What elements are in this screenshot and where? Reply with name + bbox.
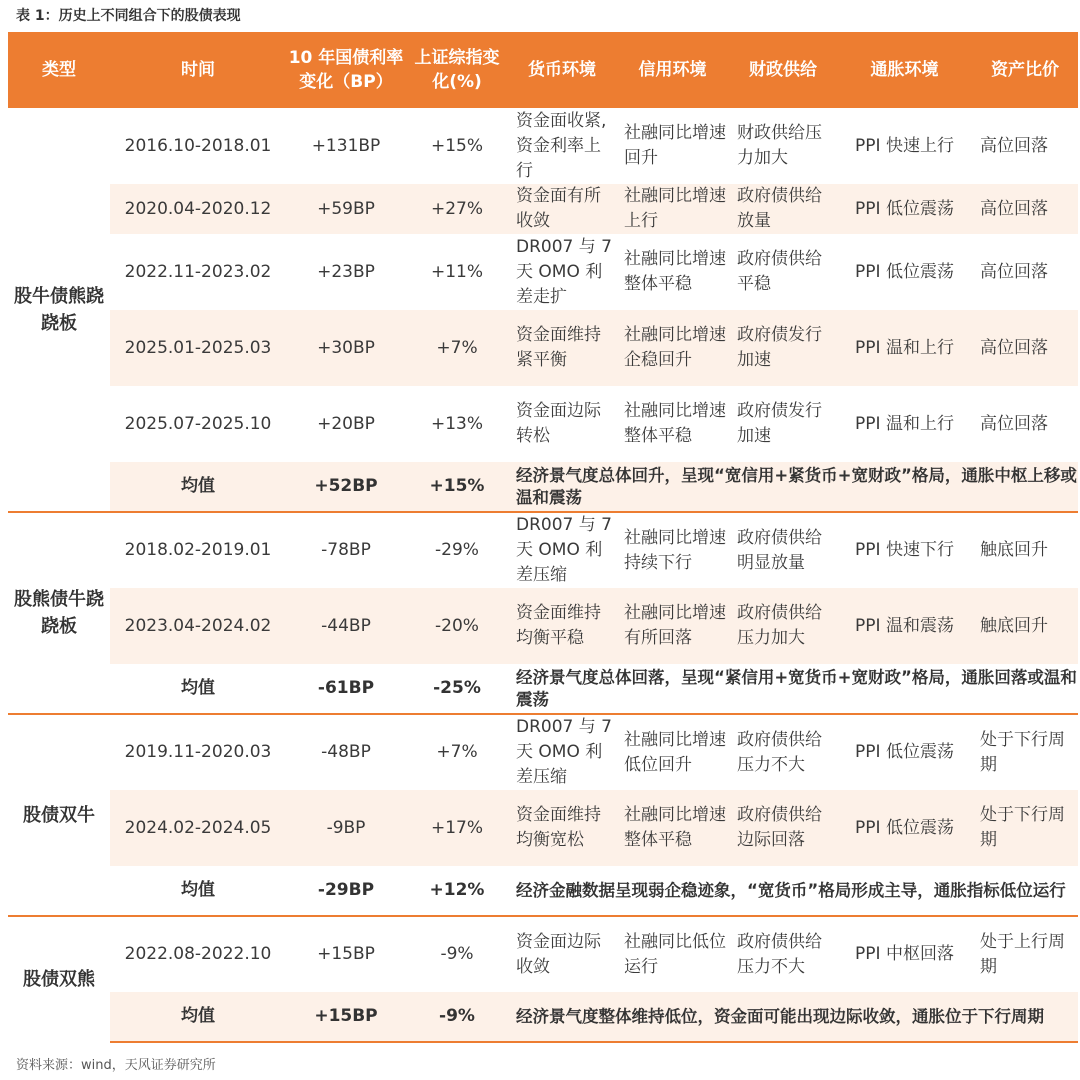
average-summary: 经济金融数据呈现弱企稳迹象，“宽货币”格局形成主导，通胀指标低位运行: [516, 880, 1066, 900]
average-row: [8, 664, 1078, 714]
header-row: [8, 32, 1078, 108]
header-money: 货币环境: [508, 32, 616, 108]
money-env-cell: 资金面维持均衡宽松: [508, 790, 616, 866]
credit-env-cell: 社融同比增速持续下行: [616, 512, 729, 588]
index-change-cell: +13%: [430, 413, 484, 434]
bond-change-cell: +15BP: [286, 916, 406, 992]
index-change-cell: -29%: [406, 512, 508, 588]
header-bond: 10 年国债利率变化（BP）: [286, 32, 406, 108]
average-index-change: +15%: [406, 462, 508, 512]
asset-ratio-cell: 处于上行周期: [972, 916, 1078, 992]
fiscal-supply-cell: 财政供给压力加大: [737, 123, 822, 168]
bond-change-cell: +20BP: [317, 413, 375, 434]
average-summary: 经济景气度整体维持低位，资金面可能出现边际收敛，通胀位于下行周期: [508, 992, 1078, 1042]
time-cell: 2023.04-2024.02: [110, 588, 286, 664]
table-row: [8, 512, 1078, 588]
fiscal-supply-cell: 政府债供给压力不大: [729, 916, 837, 992]
money-env-cell: 资金面收紧,资金利率上行: [516, 110, 607, 181]
inflation-env-cell: PPI 温和震荡: [837, 588, 972, 664]
credit-env-cell: 社融同比增速整体平稳: [616, 790, 729, 866]
average-bond-change: -61BP: [317, 678, 375, 698]
bond-change-cell: -78BP: [286, 512, 406, 588]
money-env-cell: 资金面维持紧平衡: [508, 310, 616, 386]
header-credit: 信用环境: [616, 32, 729, 108]
table-row: [8, 386, 1078, 462]
money-env-cell: 资金面边际收敛: [508, 916, 616, 992]
header-asset: 资产比价: [972, 32, 1078, 108]
average-row: [8, 866, 1078, 916]
time-cell: 2025.07-2025.10: [124, 413, 272, 434]
asset-ratio-cell: 触底回升: [972, 588, 1078, 664]
average-label: 均值: [110, 462, 286, 512]
time-cell: 2022.11-2023.02: [124, 261, 272, 282]
inflation-env-cell: PPI 中枢回落: [837, 916, 972, 992]
inflation-env-cell: PPI 低位震荡: [855, 261, 954, 282]
inflation-env-cell: PPI 快速上行: [855, 135, 954, 156]
category-cell: 股牛债熊跷跷板: [8, 108, 110, 512]
fiscal-supply-cell: 政府债供给压力不大: [729, 714, 837, 790]
index-change-cell: +15%: [430, 135, 484, 156]
header-fiscal: 财政供给: [729, 32, 837, 108]
credit-env-cell: 社融同比增速企稳回升: [616, 310, 729, 386]
header-inflation: 通胀环境: [837, 32, 972, 108]
header-type: 类型: [8, 32, 110, 108]
header-time: 时间: [110, 32, 286, 108]
money-env-cell: 资金面有所收敛: [508, 184, 616, 234]
time-cell: 2025.01-2025.03: [110, 310, 286, 386]
asset-ratio-cell: 高位回落: [980, 413, 1048, 434]
bond-change-cell: +59BP: [286, 184, 406, 234]
bond-change-cell: +131BP: [311, 135, 381, 156]
index-change-cell: -9%: [406, 916, 508, 992]
table-row: [8, 714, 1078, 790]
average-summary: 经济景气度总体回落，呈现“紧信用+宽货币+宽财政”格局，通胀回落或温和震荡: [516, 667, 1077, 709]
money-env-cell: 资金面边际转松: [516, 401, 601, 446]
credit-env-cell: 社融同比低位运行: [616, 916, 729, 992]
index-change-cell: -20%: [406, 588, 508, 664]
table-body: [8, 108, 1078, 1042]
average-label: 均值: [110, 992, 286, 1042]
average-index-change: -25%: [433, 678, 481, 698]
index-change-cell: +17%: [406, 790, 508, 866]
inflation-env-cell: PPI 温和上行: [855, 413, 954, 434]
average-index-change: -9%: [406, 992, 508, 1042]
fiscal-supply-cell: 政府债供给压力加大: [729, 588, 837, 664]
inflation-env-cell: PPI 快速下行: [837, 512, 972, 588]
average-bond-change: +15BP: [286, 992, 406, 1042]
inflation-env-cell: PPI 低位震荡: [837, 790, 972, 866]
fiscal-supply-cell: 政府债发行加速: [729, 310, 837, 386]
bond-change-cell: +23BP: [317, 261, 375, 282]
credit-env-cell: 社融同比增速有所回落: [616, 588, 729, 664]
category-cell: 股熊债牛跷跷板: [8, 512, 110, 714]
index-change-cell: +7%: [406, 714, 508, 790]
money-env-cell: 资金面维持均衡平稳: [508, 588, 616, 664]
credit-env-cell: 社融同比增速整体平稳: [624, 249, 726, 294]
table-row: [8, 234, 1078, 310]
index-change-cell: +11%: [430, 261, 484, 282]
time-cell: 2022.08-2022.10: [110, 916, 286, 992]
index-change-cell: +27%: [406, 184, 508, 234]
credit-env-cell: 社融同比增速整体平稳: [624, 401, 726, 446]
average-row: [8, 992, 1078, 1042]
money-env-cell: DR007 与 7 天 OMO 利差走扩: [516, 236, 612, 307]
time-cell: 2024.02-2024.05: [110, 790, 286, 866]
source-note: 资料来源：wind，天风证券研究所: [16, 1058, 216, 1073]
time-cell: 2016.10-2018.01: [124, 135, 272, 156]
asset-ratio-cell: 高位回落: [972, 184, 1078, 234]
table-row: [8, 588, 1078, 664]
asset-ratio-cell: 高位回落: [972, 310, 1078, 386]
fiscal-supply-cell: 政府债供给明显放量: [729, 512, 837, 588]
average-bond-change: +52BP: [286, 462, 406, 512]
category-cell: 股债双熊: [8, 916, 110, 1042]
average-summary: 经济景气度总体回升，呈现“宽信用+紧货币+宽财政”格局，通胀中枢上移或温和震荡: [508, 462, 1078, 512]
table-row: [8, 108, 1078, 184]
time-cell: 2019.11-2020.03: [110, 714, 286, 790]
credit-env-cell: 社融同比增速回升: [624, 123, 726, 168]
table-row: [8, 184, 1078, 234]
bond-change-cell: +30BP: [286, 310, 406, 386]
fiscal-supply-cell: 政府债供给放量: [729, 184, 837, 234]
average-bond-change: -29BP: [317, 880, 375, 900]
inflation-env-cell: PPI 低位震荡: [837, 184, 972, 234]
category-cell: 股债双牛: [8, 714, 110, 916]
fiscal-supply-cell: 政府债供给边际回落: [729, 790, 837, 866]
credit-env-cell: 社融同比增速上行: [616, 184, 729, 234]
average-row: [8, 462, 1078, 512]
average-label: 均值: [181, 880, 215, 900]
bond-change-cell: -9BP: [286, 790, 406, 866]
time-cell: 2020.04-2020.12: [110, 184, 286, 234]
table-row: [8, 310, 1078, 386]
fiscal-supply-cell: 政府债发行加速: [737, 401, 822, 446]
table-caption: 表 1：历史上不同组合下的股债表现: [16, 8, 241, 24]
table-row: [8, 916, 1078, 992]
header-index: 上证综指变化(%): [406, 32, 508, 108]
asset-ratio-cell: 高位回落: [980, 261, 1048, 282]
bond-change-cell: -48BP: [286, 714, 406, 790]
asset-ratio-cell: 触底回升: [972, 512, 1078, 588]
money-env-cell: DR007 与 7 天 OMO 利差压缩: [508, 714, 616, 790]
inflation-env-cell: PPI 低位震荡: [837, 714, 972, 790]
fiscal-supply-cell: 政府债供给平稳: [737, 249, 822, 294]
time-cell: 2018.02-2019.01: [110, 512, 286, 588]
table-row: [8, 790, 1078, 866]
inflation-env-cell: PPI 温和上行: [837, 310, 972, 386]
credit-env-cell: 社融同比增速低位回升: [616, 714, 729, 790]
asset-ratio-cell: 处于下行周期: [972, 790, 1078, 866]
bond-change-cell: -44BP: [286, 588, 406, 664]
average-index-change: +12%: [429, 880, 485, 900]
average-label: 均值: [181, 678, 215, 698]
asset-ratio-cell: 处于下行周期: [972, 714, 1078, 790]
money-env-cell: DR007 与 7 天 OMO 利差压缩: [508, 512, 616, 588]
index-change-cell: +7%: [406, 310, 508, 386]
stock-bond-table: [8, 32, 1078, 1043]
asset-ratio-cell: 高位回落: [980, 135, 1048, 156]
